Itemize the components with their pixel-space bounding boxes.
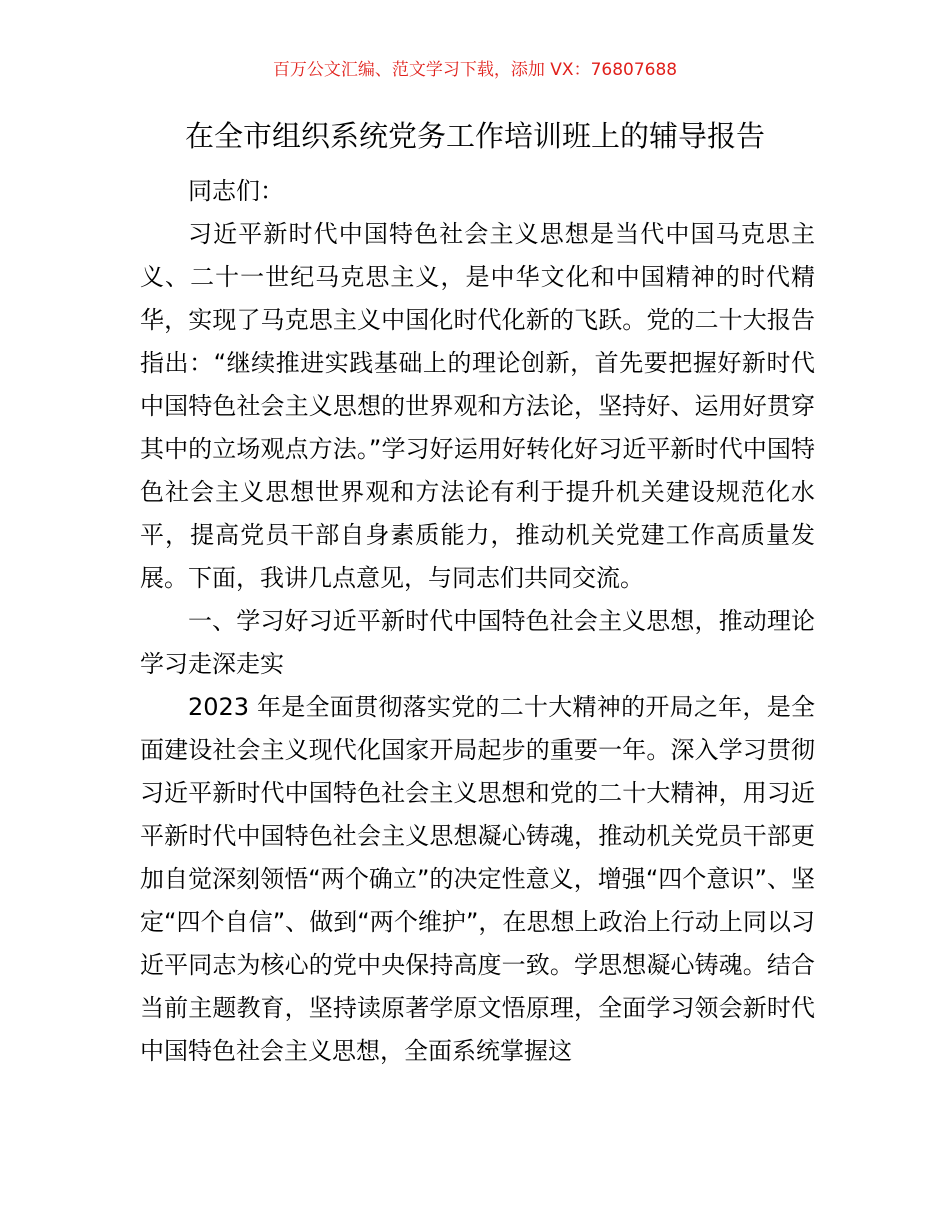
paragraph-section-1: 2023 年是全面贯彻落实党的二十大精神的开局之年，是全面建设社会主义现代化国家开局起步的重要一年。深入学习贯彻习近平新时代中国特色社会主义思想和党的二十大精神，用习近平新时代中国特色社会主义思想凝心铸魂，推动机关党员干部更加自觉深刻领悟“两个确立”的决定性意义，增强“四个意识”、坚定“四个自信”、做到“两个维护”，在思想上政治上行动上同以习近平同志为核心的党中央保持高度一致。学思想凝心铸魂。结合当前主题教育，坚持读原著学原文悟原理，全面学习领会新时代中国特色社会主义思想，全面系统掌握这	[140, 693, 815, 1065]
paragraph-intro: 习近平新时代中国特色社会主义思想是当代中国马克思主义、二十一世纪马克思主义，是中华文化和中国精神的时代精华，实现了马克思主义中国化时代化新的飞跃。党的二十大报告指出：“继续推进实践基础上的理论创新，首先要把握好新时代中国特色社会主义思想的世界观和方法论，坚持好、运用好贯穿其中的立场观点方法。”学习好运用好转化好习近平新时代中国特色社会主义思想世界观和方法论有利于提升机关建设规范化水平，提高党员干部自身素质能力，推动机关党建工作高质量发展。下面，我讲几点意见，与同志们共同交流。	[140, 220, 815, 592]
watermark-banner: 百万公文汇编、范文学习下载，添加 VX：76807688	[272, 60, 678, 80]
section-heading-1: 一、学习好习近平新时代中国特色社会主义思想，推动理论学习走深走实	[140, 607, 815, 678]
salutation: 同志们：	[188, 177, 284, 205]
document-title: 在全市组织系统党务工作培训班上的辅导报告	[184, 119, 765, 153]
document-body	[140, 170, 815, 1073]
